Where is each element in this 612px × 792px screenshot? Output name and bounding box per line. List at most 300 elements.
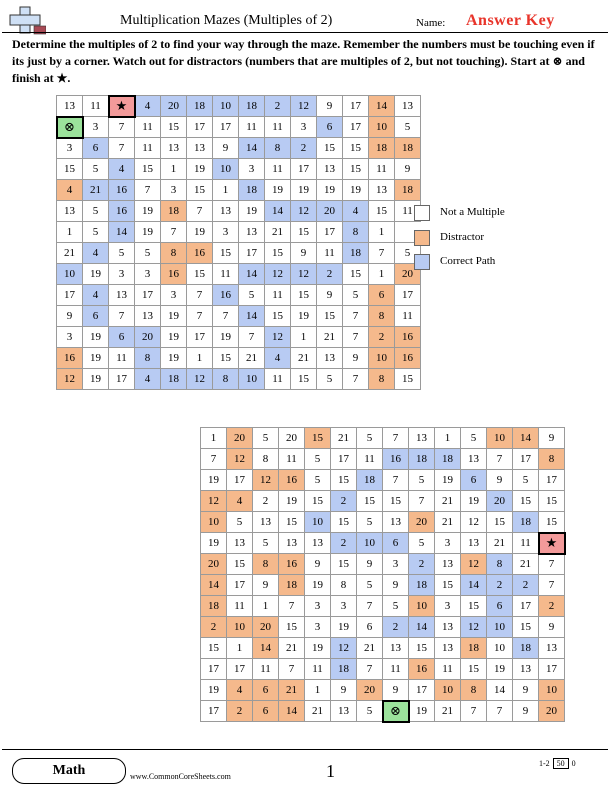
- maze-cell: 4: [57, 180, 83, 201]
- maze-cell: 12: [201, 491, 227, 512]
- legend-label: Distractor: [440, 231, 484, 243]
- maze-cell: 15: [187, 180, 213, 201]
- maze-cell: 9: [305, 554, 331, 575]
- maze-row: [201, 659, 565, 680]
- maze-cell: 7: [343, 306, 369, 327]
- maze-cell: 2: [291, 138, 317, 159]
- maze-row: [57, 348, 421, 369]
- maze-cell: 15: [213, 243, 239, 264]
- maze-cell: 9: [343, 348, 369, 369]
- maze-cell: 13: [187, 138, 213, 159]
- maze-cell: 15: [331, 470, 357, 491]
- maze-cell: 4: [135, 96, 161, 117]
- maze-cell: 19: [83, 327, 109, 348]
- maze-row: [201, 470, 565, 491]
- maze-cell: 15: [343, 159, 369, 180]
- maze-cell: 17: [539, 470, 565, 491]
- finish-cell: ★: [539, 533, 565, 554]
- maze-cell: 17: [331, 449, 357, 470]
- maze-cell: 7: [135, 180, 161, 201]
- maze-cell: 1: [435, 428, 461, 449]
- maze-cell: 2: [317, 264, 343, 285]
- maze-cell: 11: [435, 659, 461, 680]
- maze-cell: 18: [187, 96, 213, 117]
- maze-cell: 17: [213, 117, 239, 138]
- maze-cell: 19: [135, 222, 161, 243]
- maze-cell: 21: [279, 638, 305, 659]
- maze-cell: 3: [239, 159, 265, 180]
- maze-cell: 21: [357, 638, 383, 659]
- legend-label: Correct Path: [440, 255, 496, 267]
- maze-cell: 13: [161, 138, 187, 159]
- maze-cell: 5: [383, 596, 409, 617]
- maze-cell: 16: [395, 327, 421, 348]
- maze-cell: 9: [317, 96, 343, 117]
- maze-cell: 5: [357, 428, 383, 449]
- maze-row: [57, 369, 421, 390]
- maze-row: [57, 201, 421, 222]
- maze-cell: 13: [513, 659, 539, 680]
- maze-cell: 15: [305, 491, 331, 512]
- maze-cell: 8: [265, 138, 291, 159]
- maze-cell: 21: [239, 348, 265, 369]
- maze-cell: 20: [539, 701, 565, 722]
- maze-cell: 11: [305, 659, 331, 680]
- maze-cell: 2: [409, 554, 435, 575]
- maze-cell: 15: [305, 428, 331, 449]
- maze-cell: 1: [369, 264, 395, 285]
- maze-2-grid: [200, 427, 565, 722]
- maze-cell: 5: [357, 701, 383, 722]
- maze-cell: 15: [291, 369, 317, 390]
- maze-cell: 4: [265, 348, 291, 369]
- maze-cell: 19: [435, 470, 461, 491]
- maze-cell: 16: [383, 449, 409, 470]
- maze-cell: 17: [539, 659, 565, 680]
- maze-cell: 21: [435, 491, 461, 512]
- maze-cell: 6: [83, 306, 109, 327]
- maze-cell: 11: [265, 117, 291, 138]
- maze-cell: 7: [357, 596, 383, 617]
- maze-cell: 5: [253, 428, 279, 449]
- maze-cell: 8: [343, 222, 369, 243]
- maze-cell: 17: [343, 96, 369, 117]
- maze-cell: 14: [409, 617, 435, 638]
- maze-cell: 3: [305, 596, 331, 617]
- maze-row: [57, 327, 421, 348]
- maze-row: [201, 638, 565, 659]
- maze-cell: 19: [279, 491, 305, 512]
- maze-cell: 2: [513, 575, 539, 596]
- maze-cell: 16: [279, 470, 305, 491]
- legend-swatch: [414, 254, 430, 270]
- maze-cell: 7: [383, 428, 409, 449]
- maze-cell: 18: [395, 138, 421, 159]
- maze-1-grid: [56, 95, 421, 390]
- maze-cell: 16: [57, 348, 83, 369]
- maze-cell: 20: [279, 428, 305, 449]
- maze-cell: 13: [539, 638, 565, 659]
- maze-cell: 9: [213, 138, 239, 159]
- maze-cell: 13: [57, 96, 83, 117]
- score-box: [539, 758, 576, 769]
- maze-cell: 5: [395, 243, 421, 264]
- maze-cell: 10: [435, 680, 461, 701]
- maze-cell: 18: [331, 659, 357, 680]
- maze-cell: 16: [187, 243, 213, 264]
- maze-row: [57, 243, 421, 264]
- header-divider: [2, 32, 608, 33]
- maze-cell: 20: [357, 680, 383, 701]
- maze-cell: 7: [161, 222, 187, 243]
- maze-cell: 17: [513, 449, 539, 470]
- maze-cell: 15: [513, 617, 539, 638]
- maze-cell: 5: [343, 285, 369, 306]
- maze-cell: 7: [187, 306, 213, 327]
- maze-cell: 5: [253, 533, 279, 554]
- maze-cell: 10: [487, 428, 513, 449]
- maze-cell: 13: [239, 222, 265, 243]
- maze-cell: 5: [461, 428, 487, 449]
- maze-cell: 7: [279, 596, 305, 617]
- maze-cell: 2: [253, 491, 279, 512]
- maze-cell: 19: [291, 180, 317, 201]
- maze-cell: 5: [513, 470, 539, 491]
- maze-cell: 14: [239, 264, 265, 285]
- maze-cell: 15: [265, 306, 291, 327]
- maze-cell: 13: [279, 533, 305, 554]
- maze-cell: 17: [227, 659, 253, 680]
- maze-cell: 19: [83, 264, 109, 285]
- maze-cell: 3: [305, 617, 331, 638]
- maze-cell: 16: [409, 659, 435, 680]
- maze-cell: 12: [57, 369, 83, 390]
- maze-cell: 6: [253, 680, 279, 701]
- maze-cell: 10: [305, 512, 331, 533]
- maze-cell: 19: [239, 201, 265, 222]
- maze-cell: 7: [383, 470, 409, 491]
- maze-cell: 8: [331, 575, 357, 596]
- maze-cell: 19: [265, 180, 291, 201]
- total-points: 50: [553, 758, 569, 769]
- maze-cell: 17: [187, 327, 213, 348]
- maze-cell: 9: [539, 428, 565, 449]
- maze-cell: 13: [369, 180, 395, 201]
- maze-cell: 1: [369, 222, 395, 243]
- page-number: 1: [326, 761, 335, 781]
- maze-cell: 4: [83, 243, 109, 264]
- maze-cell: 7: [279, 659, 305, 680]
- maze-cell: 18: [201, 596, 227, 617]
- maze-cell: 21: [317, 327, 343, 348]
- maze-cell: 6: [369, 285, 395, 306]
- maze-cell: 1: [291, 327, 317, 348]
- maze-cell: 12: [461, 617, 487, 638]
- maze-cell: 11: [135, 138, 161, 159]
- maze-cell: 8: [487, 554, 513, 575]
- maze-cell: 7: [487, 701, 513, 722]
- maze-cell: 2: [487, 575, 513, 596]
- maze-cell: 13: [57, 201, 83, 222]
- maze-cell: 13: [305, 533, 331, 554]
- maze-cell: 1: [305, 680, 331, 701]
- maze-cell: 9: [395, 159, 421, 180]
- maze-cell: 17: [227, 575, 253, 596]
- maze-cell: 15: [227, 554, 253, 575]
- maze-cell: 16: [109, 201, 135, 222]
- maze-cell: 3: [109, 264, 135, 285]
- maze-cell: 5: [135, 243, 161, 264]
- maze-cell: 11: [513, 533, 539, 554]
- maze-cell: 5: [109, 243, 135, 264]
- maze-cell: 17: [409, 680, 435, 701]
- maze-cell: 19: [305, 638, 331, 659]
- maze-cell: 21: [57, 243, 83, 264]
- maze-row: [201, 617, 565, 638]
- maze-cell: 16: [395, 348, 421, 369]
- maze-cell: 15: [279, 617, 305, 638]
- maze-cell: 4: [109, 159, 135, 180]
- maze-cell: 15: [291, 285, 317, 306]
- name-label: Name:: [416, 17, 446, 29]
- maze-cell: 6: [357, 617, 383, 638]
- maze-cell: 9: [539, 617, 565, 638]
- maze-cell: 15: [487, 512, 513, 533]
- maze-cell: 10: [369, 348, 395, 369]
- maze-cell: 1: [161, 159, 187, 180]
- maze-cell: 5: [83, 201, 109, 222]
- maze-cell: 19: [135, 201, 161, 222]
- maze-cell: 19: [487, 659, 513, 680]
- maze-row: [57, 96, 421, 117]
- maze-cell: 2: [265, 96, 291, 117]
- maze-cell: 15: [213, 348, 239, 369]
- maze-cell: 18: [409, 575, 435, 596]
- maze-row: [201, 533, 565, 554]
- maze-cell: 7: [201, 449, 227, 470]
- maze-cell: 16: [279, 554, 305, 575]
- maze-cell: 3: [383, 554, 409, 575]
- maze-cell: 21: [513, 554, 539, 575]
- maze-cell: 10: [213, 159, 239, 180]
- maze-cell: 11: [83, 96, 109, 117]
- maze-cell: 11: [265, 369, 291, 390]
- maze-cell: 3: [291, 117, 317, 138]
- maze-cell: 8: [161, 243, 187, 264]
- maze-cell: 10: [201, 512, 227, 533]
- maze-cell: 12: [331, 638, 357, 659]
- maze-cell: 13: [435, 554, 461, 575]
- maze-cell: 17: [187, 117, 213, 138]
- maze-cell: 3: [135, 264, 161, 285]
- maze-cell: 14: [201, 575, 227, 596]
- maze-cell: 10: [213, 96, 239, 117]
- page-title: Multiplication Mazes (Multiples of 2): [120, 13, 333, 28]
- maze-cell: 3: [57, 327, 83, 348]
- maze-cell: 15: [539, 491, 565, 512]
- maze-cell: 13: [435, 617, 461, 638]
- maze-cell: 10: [239, 369, 265, 390]
- maze-cell: 3: [331, 596, 357, 617]
- maze-cell: 18: [513, 638, 539, 659]
- maze-cell: 7: [357, 659, 383, 680]
- maze-cell: 20: [135, 327, 161, 348]
- maze-cell: 2: [227, 701, 253, 722]
- maze-row: [201, 512, 565, 533]
- maze-cell: 5: [409, 470, 435, 491]
- maze-cell: 18: [369, 138, 395, 159]
- maze-cell: 19: [161, 348, 187, 369]
- maze-cell: 19: [161, 306, 187, 327]
- maze-cell: 11: [253, 659, 279, 680]
- maze-cell: 17: [201, 659, 227, 680]
- maze-cell: 19: [187, 159, 213, 180]
- maze-cell: 6: [461, 470, 487, 491]
- maze-cell: 14: [239, 138, 265, 159]
- maze-cell: 20: [395, 264, 421, 285]
- maze-cell: 8: [253, 449, 279, 470]
- maze-cell: 11: [395, 306, 421, 327]
- maze-row: [57, 159, 421, 180]
- maze-cell: 7: [461, 701, 487, 722]
- maze-cell: 12: [227, 449, 253, 470]
- start-cell: ⊗: [57, 117, 83, 138]
- maze-cell: 19: [461, 491, 487, 512]
- maze-cell: 19: [343, 180, 369, 201]
- maze-cell: 12: [265, 327, 291, 348]
- maze-cell: 15: [331, 512, 357, 533]
- maze-cell: 4: [227, 491, 253, 512]
- maze-cell: 19: [305, 575, 331, 596]
- maze-row: [57, 285, 421, 306]
- maze-cell: 19: [331, 617, 357, 638]
- maze-cell: 10: [487, 617, 513, 638]
- maze-cell: 12: [187, 369, 213, 390]
- maze-cell: 9: [383, 680, 409, 701]
- maze-cell: 15: [279, 512, 305, 533]
- maze-cell: 17: [395, 285, 421, 306]
- maze-cell: 1: [187, 348, 213, 369]
- maze-cell: 5: [305, 470, 331, 491]
- maze-cell: 3: [435, 596, 461, 617]
- maze-cell: 5: [317, 369, 343, 390]
- maze-cell: 20: [161, 96, 187, 117]
- maze-cell: 2: [383, 617, 409, 638]
- maze-cell: 18: [513, 512, 539, 533]
- maze-cell: 14: [513, 428, 539, 449]
- maze-cell: 9: [383, 575, 409, 596]
- maze-cell: 21: [291, 348, 317, 369]
- maze-cell: 1: [253, 596, 279, 617]
- maze-cell: 10: [357, 533, 383, 554]
- maze-cell: 19: [317, 180, 343, 201]
- maze-cell: 5: [409, 533, 435, 554]
- maze-cell: 13: [331, 701, 357, 722]
- maze-cell: 11: [383, 659, 409, 680]
- maze-cell: 3: [161, 285, 187, 306]
- maze-cell: 4: [343, 201, 369, 222]
- maze-cell: 11: [369, 159, 395, 180]
- maze-row: [201, 428, 565, 449]
- maze-cell: 20: [253, 617, 279, 638]
- maze-cell: 21: [435, 512, 461, 533]
- maze-cell: 11: [317, 243, 343, 264]
- maze-cell: 13: [227, 533, 253, 554]
- maze-cell: 15: [135, 159, 161, 180]
- maze-cell: 21: [279, 680, 305, 701]
- maze-cell: 17: [317, 222, 343, 243]
- maze-row: [201, 701, 565, 722]
- subject-badge: Math: [12, 758, 126, 784]
- maze-cell: 21: [487, 533, 513, 554]
- maze-cell: 14: [461, 575, 487, 596]
- maze-cell: 1: [213, 180, 239, 201]
- maze-cell: 15: [331, 554, 357, 575]
- maze-cell: 1: [57, 222, 83, 243]
- maze-cell: 19: [201, 533, 227, 554]
- maze-cell: 18: [343, 243, 369, 264]
- maze-cell: 15: [187, 264, 213, 285]
- maze-cell: 18: [239, 96, 265, 117]
- maze-cell: 15: [291, 222, 317, 243]
- maze-cell: 12: [291, 264, 317, 285]
- maze-cell: 9: [331, 680, 357, 701]
- maze-cell: 18: [395, 180, 421, 201]
- maze-cell: 15: [161, 117, 187, 138]
- maze-cell: 15: [343, 264, 369, 285]
- maze-cell: 21: [83, 180, 109, 201]
- maze-cell: 7: [369, 243, 395, 264]
- maze-cell: 9: [513, 701, 539, 722]
- maze-cell: 15: [343, 138, 369, 159]
- maze-cell: 16: [161, 264, 187, 285]
- maze-row: [201, 554, 565, 575]
- maze-row: [201, 575, 565, 596]
- footer-divider: [2, 749, 608, 750]
- maze-cell: 18: [161, 201, 187, 222]
- maze-cell: 17: [343, 117, 369, 138]
- maze-cell: 2: [331, 491, 357, 512]
- maze-cell: 7: [343, 369, 369, 390]
- maze-cell: 19: [201, 470, 227, 491]
- maze-cell: 17: [57, 285, 83, 306]
- maze-cell: 15: [201, 638, 227, 659]
- maze-cell: 3: [435, 533, 461, 554]
- maze-cell: 7: [213, 306, 239, 327]
- maze-cell: 4: [83, 285, 109, 306]
- maze-cell: 19: [291, 306, 317, 327]
- maze-cell: 15: [357, 491, 383, 512]
- maze-cell: 15: [317, 306, 343, 327]
- maze-cell: 1: [227, 638, 253, 659]
- maze-row: [57, 138, 421, 159]
- maze-cell: 19: [409, 701, 435, 722]
- maze-cell: 14: [279, 701, 305, 722]
- maze-cell: 14: [265, 201, 291, 222]
- maze-row: [57, 117, 421, 138]
- maze-cell: 9: [317, 285, 343, 306]
- maze-cell: 5: [227, 512, 253, 533]
- maze-cell: 18: [239, 180, 265, 201]
- maze-cell: 11: [135, 117, 161, 138]
- maze-cell: 17: [201, 701, 227, 722]
- maze-row: [201, 449, 565, 470]
- maze-cell: 12: [291, 96, 317, 117]
- maze-cell: 11: [357, 449, 383, 470]
- maze-cell: 3: [83, 117, 109, 138]
- maze-cell: 3: [213, 222, 239, 243]
- maze-cell: 20: [227, 428, 253, 449]
